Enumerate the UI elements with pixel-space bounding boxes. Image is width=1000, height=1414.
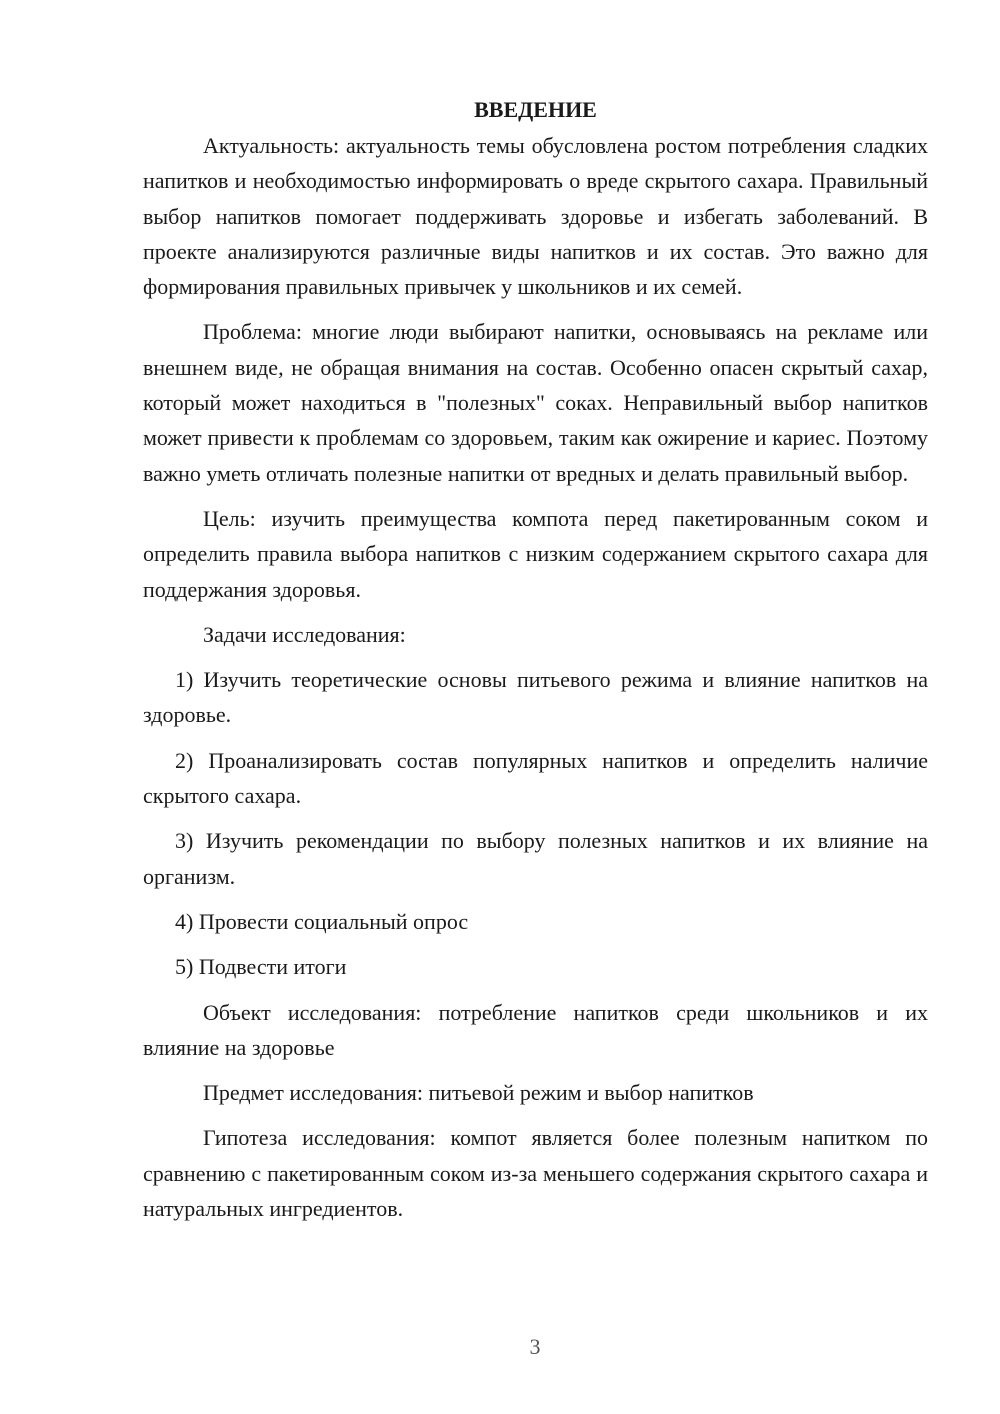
paragraph-problem: Проблема: многие люди выбирают напитки, основываясь на рекламе или внешнем виде, не обращая внимания на состав. Особенно опасен скрытый сахар, который может находиться в "полезных" соках. Неправильный выбор напитков может привести к проблемам со здоровьем, таким как ожирение и кариес. Поэтому важно уметь отличать полезные напитки от вредных и делать правильный выбор. [143, 319, 928, 486]
task-item-1: 1) Изучить теоретические основы питьевого режима и влияние напитков на здоровье. [143, 667, 928, 728]
paragraph-hypothesis: Гипотеза исследования: компот является более полезным напитком по сравнению с пакетированным соком из-за меньшего содержания скрытого сахара и натуральных ингредиентов. [143, 1125, 928, 1222]
page-content [143, 92, 928, 1236]
paragraph-subject: Предмет исследования: питьевой режим и выбор напитков [203, 1080, 754, 1106]
task-item-5: 5) Подвести итоги [175, 954, 347, 980]
paragraph-goal: Цель: изучить преимущества компота перед пакетированным соком и определить правила выбора напитков с низким содержанием скрытого сахара для поддержания здоровья. [143, 505, 928, 602]
paragraph-relevance: Актуальность: актуальность темы обусловлена ростом потребления сладких напитков и необходимостью информировать о вреде скрытого сахара. Правильный выбор напитков помогает поддерживать здоровье и избегать заболеваний. В проекте анализируются различные виды напитков и их состав. Это важно для формирования правильных привычек у школьников и их семей. [143, 133, 928, 300]
paragraph-object: Объект исследования: потребление напитков среди школьников и их влияние на здоровье [143, 999, 928, 1060]
paragraph-tasks-heading: Задачи исследования: [203, 621, 406, 647]
task-item-3: 3) Изучить рекомендации по выбору полезных напитков и их влияние на организм. [143, 828, 928, 889]
page-number: 3 [529, 1334, 541, 1359]
section-title: ВВЕДЕНИЕ [474, 97, 597, 122]
task-item-4: 4) Провести социальный опрос [175, 908, 469, 934]
task-item-2: 2) Проанализировать состав популярных напитков и определить наличие скрытого сахара. [143, 747, 928, 809]
